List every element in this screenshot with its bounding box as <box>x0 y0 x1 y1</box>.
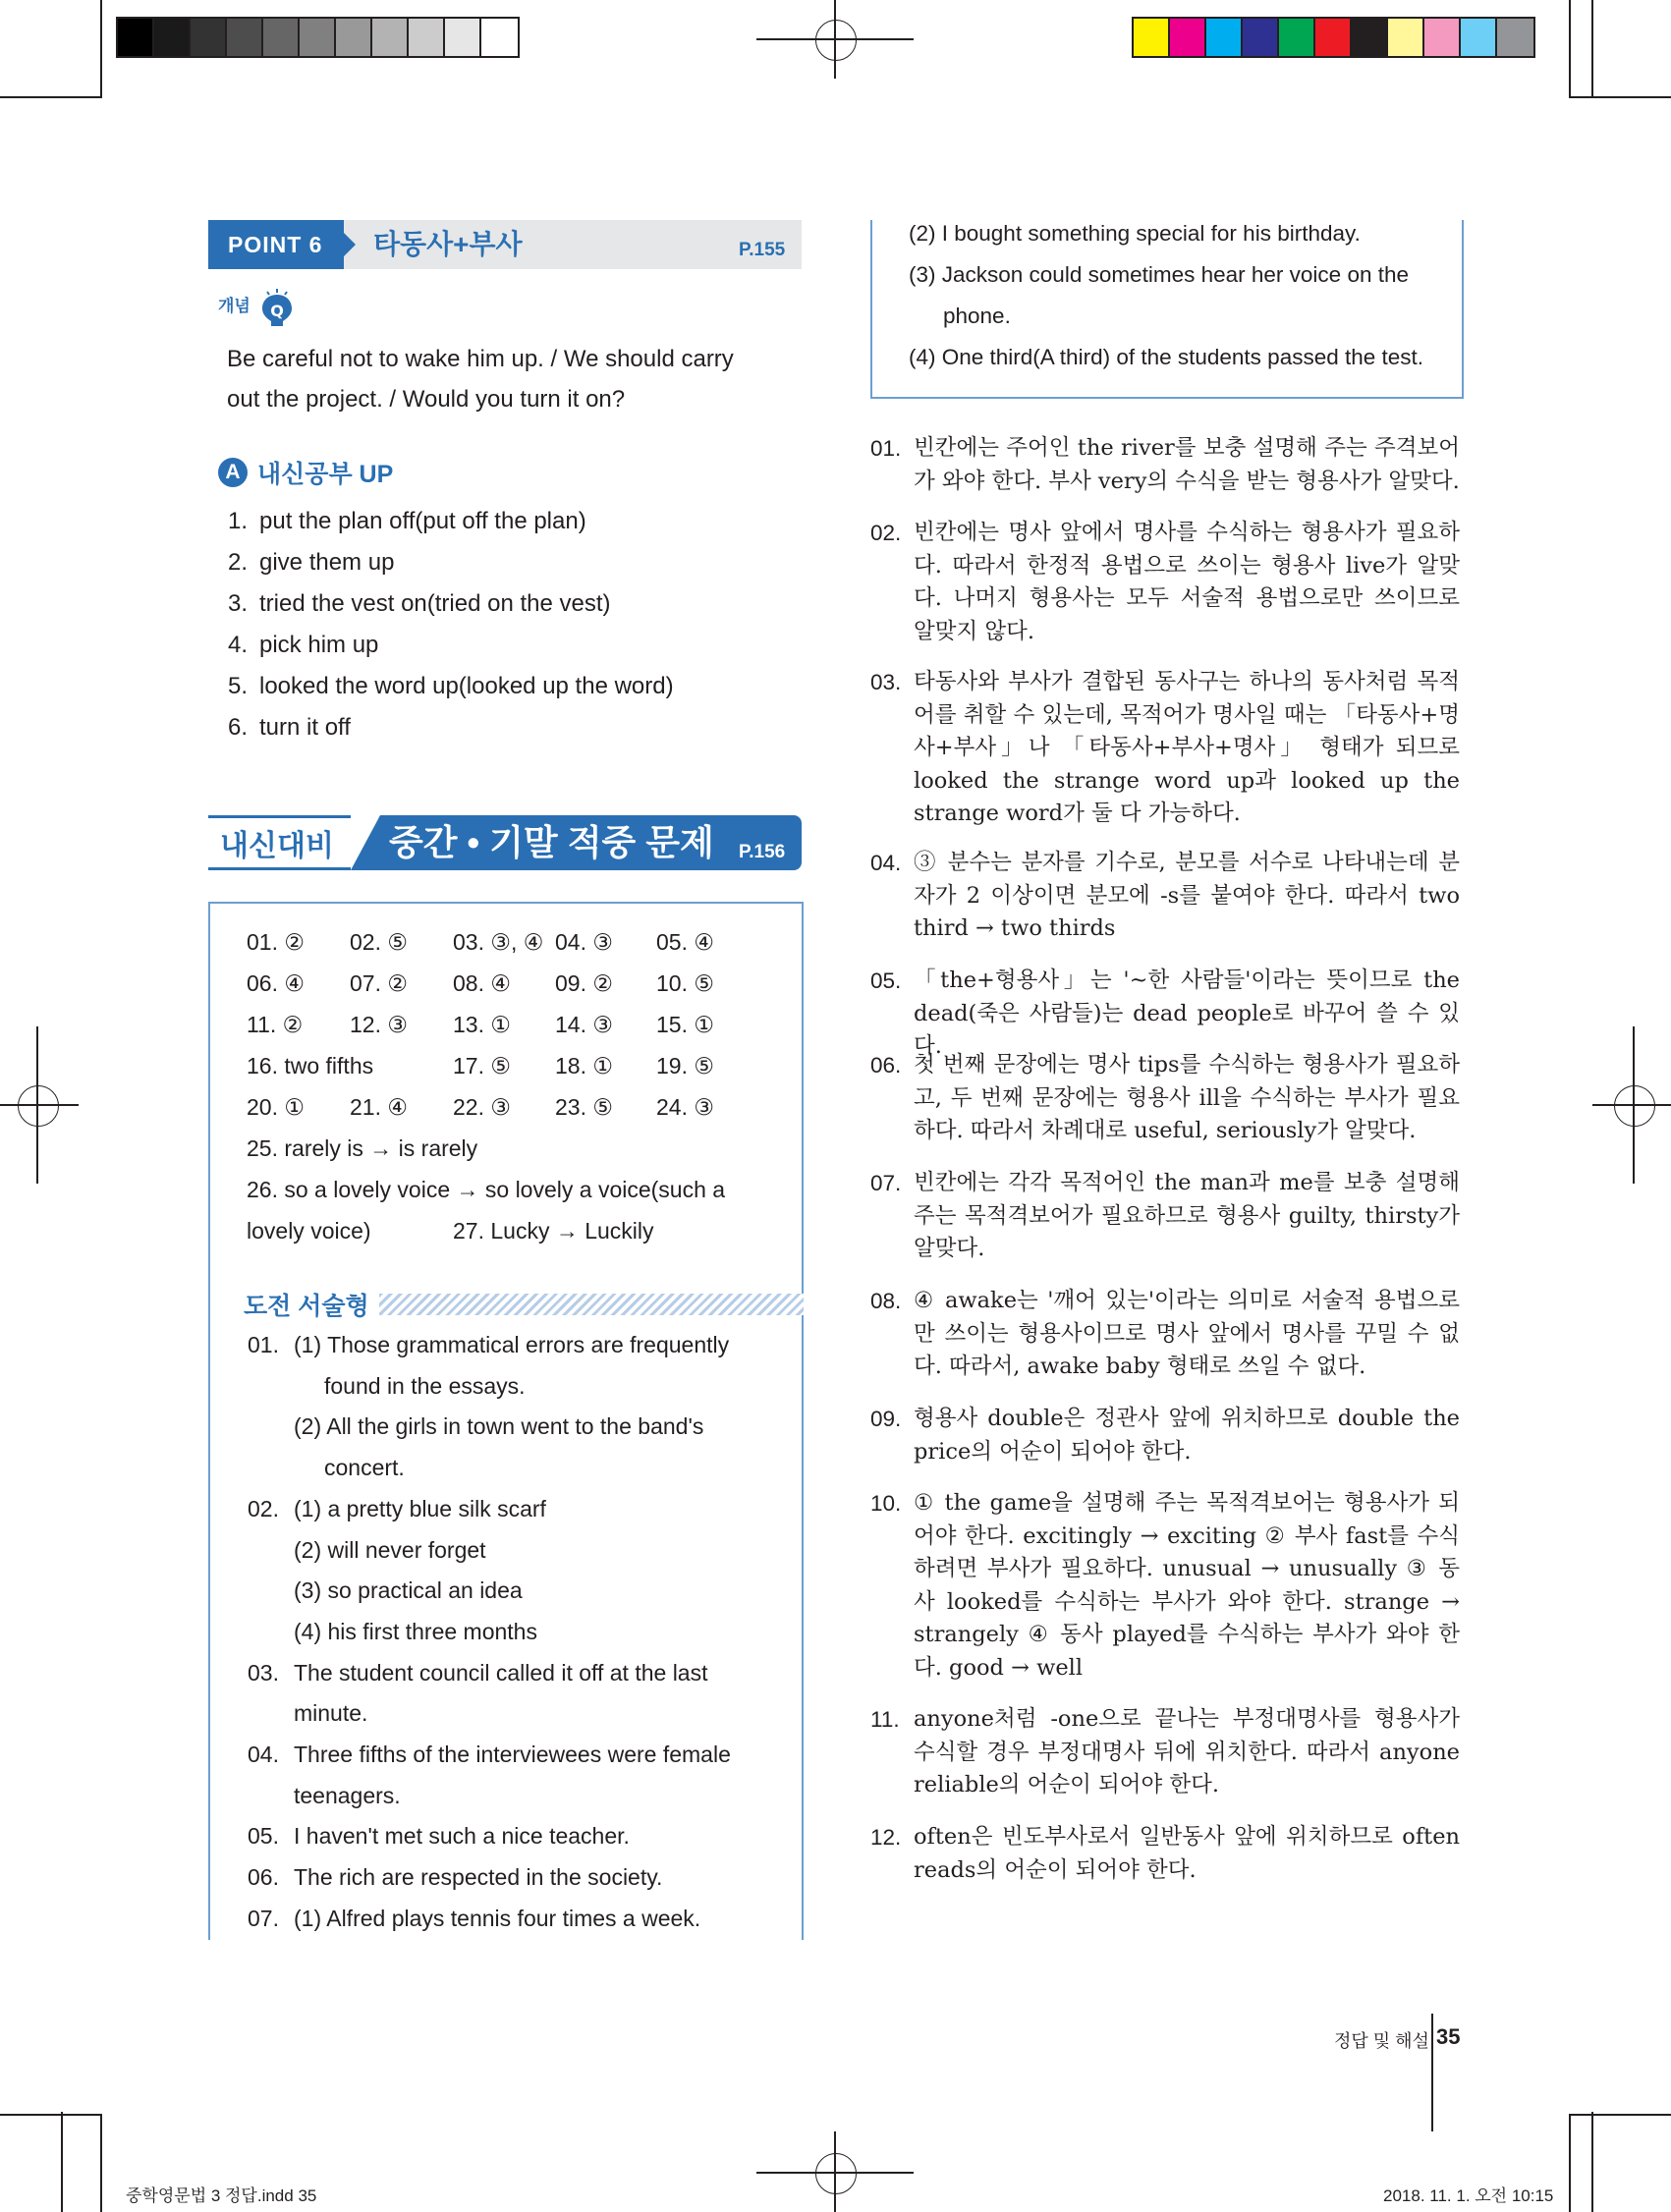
challenge-line: minute. <box>294 1700 368 1727</box>
challenge-number: 06. <box>248 1864 279 1891</box>
explanation-item <box>870 666 1460 831</box>
list-item: 1. put the plan off(put off the plan) <box>228 508 586 534</box>
explanation-number: 08. <box>870 1289 902 1313</box>
swatch <box>1461 19 1497 56</box>
list-item: 4. pick him up <box>228 632 379 658</box>
challenge-label: 도전 서술형 <box>244 1293 369 1320</box>
challenge-line: found in the essays. <box>324 1372 526 1399</box>
swatch <box>263 19 300 56</box>
explanation-text: 첫 번째 문장에는 명사 tips를 수식하는 형용사가 필요하고, 두 번째 문장에는 형용사 ill을 수식하는 부사가 필요하다. 따라서 차례대로 useful, seriously가 알맞다. <box>914 1052 1460 1143</box>
naesin-page-ref: P.156 <box>739 842 786 862</box>
explanation-number: 02. <box>870 521 902 545</box>
challenge-line: concert. <box>324 1455 405 1481</box>
explanation-number: 10. <box>870 1491 902 1516</box>
explanation-number: 05. <box>870 968 902 993</box>
explanation-item <box>870 1703 1460 1802</box>
explanation-text: ③ 분수는 분자를 기수로, 분모를 서수로 나타내는데 분자가 2 이상이면 분모에 -s를 붙여야 한다. 따라서 two third → two thirds <box>914 850 1460 941</box>
swatch <box>1279 19 1315 56</box>
challenge-line: (2) All the girls in town went to the band's <box>294 1413 704 1440</box>
swatch <box>118 19 154 56</box>
list-item: 2. give them up <box>228 549 395 576</box>
concept-line-2: out the project. / Would you turn it on? <box>227 386 626 413</box>
continued-line: (2) I bought something special for his birthday. <box>909 221 1361 246</box>
challenge-line: (1) a pretty blue silk scarf <box>294 1495 546 1521</box>
swatch <box>1134 19 1170 56</box>
explanation-text: 빈칸에는 명사 앞에서 명사를 수식하는 형용사가 필요하다. 따라서 한정적 용법으로 쓰이는 형용사 live가 알맞다. 나머지 형용사는 모두 서술적 용법으로만 쓰이므로 알맞지 않다. <box>914 520 1460 644</box>
slug-right: 2018. 11. 1. 오전 10:15 <box>1383 2186 1554 2205</box>
challenge-line: The student council called it off at the last <box>294 1659 708 1686</box>
explanation-item <box>870 1285 1460 1384</box>
explanation-item <box>870 1049 1460 1148</box>
point-title: 타동사+부사 <box>373 229 523 259</box>
explanation-text: ① the game을 설명해 주는 목적격보어는 형용사가 되어야 한다. excitingly → exciting ② 부사 fast를 수식하려면 부사가 필요하다. unusual → unusually ③ 동사 looked를 수식하는 부사가 와야 한다. strange → strangely ④ 동사 played를 수식하는 부사가 와야 한다. good → well <box>914 1490 1460 1681</box>
naesin-left-label: 내신대비 <box>220 830 334 862</box>
section-a-label: 내신공부 UP <box>257 461 394 488</box>
explanation-item <box>870 432 1460 498</box>
swatch <box>300 19 336 56</box>
explanation-item <box>870 1821 1460 1887</box>
explanation-text: anyone처럼 -one으로 끝나는 부정대명사를 형용사가 수식할 경우 부정대명사 뒤에 위치한다. 따라서 anyone reliable의 어순이 되어야 한다. <box>914 1706 1460 1797</box>
point-page-ref: P.155 <box>739 240 786 260</box>
challenge-number: 04. <box>248 1742 279 1767</box>
explanation-number: 11. <box>870 1707 900 1732</box>
section-a-list <box>228 501 674 748</box>
page-number: 35 <box>1436 2024 1461 2049</box>
explanation-text: 타동사와 부사가 결합된 동사구는 하나의 동사처럼 목적어를 취할 수 있는데, 목적어가 명사일 때는 「타동사+명사+부사」나 「타동사+부사+명사」 형태가 되므로 looked the strange word up과 looked up the strange word가 둘 다 가능하다. <box>914 669 1460 826</box>
challenge-line: The rich are respected in the society. <box>294 1864 663 1891</box>
swatch <box>372 19 409 56</box>
challenge-line: (2) will never forget <box>294 1536 486 1563</box>
explanation-text: 빈칸에는 각각 목적어인 the man과 me를 보충 설명해 주는 목적격보어가 필요하므로 형용사 guilty, thirsty가 알맞다. <box>914 1170 1460 1261</box>
list-item: 3. tried the vest on(tried on the vest) <box>228 590 611 617</box>
explanation-item <box>870 517 1460 648</box>
challenge-line: (1) Alfred plays tennis four times a week. <box>294 1905 701 1931</box>
explanation-text: 「the+형용사」는 '~한 사람들'이라는 뜻이므로 the dead(죽은 사람들)는 dead people로 바꾸어 쓸 수 있다. <box>914 968 1460 1059</box>
concept-line-1: Be careful not to wake him up. / We should carry <box>227 346 734 372</box>
swatch <box>1315 19 1352 56</box>
challenge-line: (1) Those grammatical errors are frequently <box>294 1332 730 1357</box>
slug-left: 중학영문법 3 정답.indd 35 <box>126 2186 317 2205</box>
explanation-text: 빈칸에는 주어인 the river를 보충 설명해 주는 주격보어가 와야 한다. 부사 very의 수식을 받는 형용사가 알맞다. <box>914 435 1460 494</box>
list-item: 6. turn it off <box>228 714 351 741</box>
section-a-heading <box>218 455 393 490</box>
footer-label: 정답 및 해설 <box>1334 2031 1429 2051</box>
challenge-number: 05. <box>248 1823 279 1850</box>
explanation-number: 07. <box>870 1171 902 1195</box>
continued-line: (3) Jackson could sometimes hear her voice on the <box>909 262 1409 287</box>
naesin-title: 중간 • 기말 적중 문제 <box>389 822 714 862</box>
point-tag: POINT 6 <box>208 220 344 269</box>
swatch <box>481 19 518 56</box>
lightbulb-icon <box>259 289 295 330</box>
swatch <box>1170 19 1206 56</box>
list-item: 5. looked the word up(looked up the word) <box>228 673 674 699</box>
swatch <box>409 19 445 56</box>
swatch <box>336 19 372 56</box>
footer-divider <box>1431 2014 1433 2131</box>
challenge-number: 03. <box>248 1659 279 1686</box>
swatch <box>1206 19 1243 56</box>
svg-text:Q: Q <box>270 302 284 320</box>
challenge-number: 02. <box>248 1495 279 1521</box>
section-a-letter: A <box>218 458 248 487</box>
swatch <box>445 19 481 56</box>
challenge-line: teenagers. <box>294 1782 401 1808</box>
grayscale-bar <box>116 17 520 58</box>
challenge-line: Three fifths of the interviewees were female <box>294 1742 731 1767</box>
swatch <box>227 19 263 56</box>
explanation-number: 04. <box>870 851 902 875</box>
explanation-item <box>870 1167 1460 1266</box>
challenge-number: 07. <box>248 1905 279 1931</box>
challenge-line: I haven't met such a nice teacher. <box>294 1823 630 1850</box>
challenge-heading <box>244 1287 804 1322</box>
explanation-text: ④ awake는 '깨어 있는'이라는 의미로 서술적 용법으로만 쓰이는 형용사이므로 명사 앞에서 명사를 꾸밀 수 없다. 따라서, awake baby 형태로 쓰일 수 없다. <box>914 1288 1460 1379</box>
explanation-number: 06. <box>870 1053 902 1078</box>
swatch <box>1352 19 1388 56</box>
explanation-text: 형용사 double은 정관사 앞에 위치하므로 double the price의 어순이 되어야 한다. <box>914 1406 1460 1465</box>
challenge-number: 01. <box>248 1332 279 1357</box>
explanation-number: 01. <box>870 436 902 461</box>
continued-line: (4) One third(A third) of the students passed the test. <box>909 345 1424 369</box>
continued-line: phone. <box>943 304 1011 328</box>
swatch <box>191 19 227 56</box>
swatch <box>1243 19 1279 56</box>
color-bar <box>1132 17 1535 58</box>
explanation-item <box>870 1487 1460 1685</box>
concept-badge: 개념 <box>218 297 251 315</box>
swatch <box>1424 19 1461 56</box>
swatch <box>154 19 191 56</box>
explanation-text: often은 빈도부사로서 일반동사 앞에 위치하므로 often reads의 어순이 되어야 한다. <box>914 1824 1460 1883</box>
hatch-decoration <box>379 1294 804 1315</box>
explanation-number: 12. <box>870 1825 902 1850</box>
challenge-line: (3) so practical an idea <box>294 1577 523 1604</box>
explanation-number: 09. <box>870 1407 902 1431</box>
challenge-line: (4) his first three months <box>294 1618 537 1644</box>
swatch <box>1497 19 1533 56</box>
explanation-item <box>870 847 1460 946</box>
explanation-number: 03. <box>870 670 902 694</box>
swatch <box>1388 19 1424 56</box>
explanation-item <box>870 1403 1460 1468</box>
